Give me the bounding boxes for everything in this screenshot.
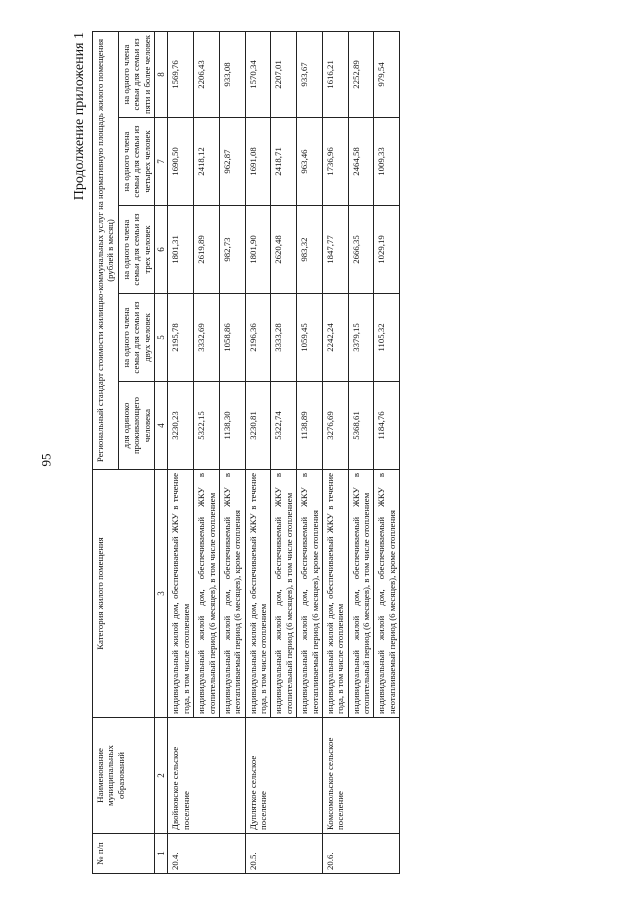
housing-category: индивидуальный жилой дом, обеспечиваемый ЖКУ в течение года, в том числе отоплением [245,470,271,718]
table-body [168,31,400,873]
rotated-page-content [70,28,640,878]
cost-value: 1616,21 [322,31,348,117]
page-number: 95 [38,453,54,467]
municipality-name: Комсомольское сельское поселение [322,718,399,834]
housing-category: индивидуальный жилой дом, обеспечиваемый ЖКУ в неотапливаемый период (6 месяцев), кроме отопления [219,470,245,718]
cost-value: 1801,31 [168,206,194,294]
housing-category: индивидуальный жилой дом, обеспечиваемый ЖКУ в отопительный период (6 месяцев), в том числе отоплением [348,470,374,718]
cost-value: 1009,33 [374,118,400,206]
cost-value: 1138,30 [219,382,245,470]
header-standard: Региональный стандарт стоимости жилищно-коммунальных услуг на нормативную площадь жилого помещения (рублей в месяц) [93,31,119,469]
cost-value: 1847,77 [322,206,348,294]
header-subcol: для одиноко проживающего человека [118,382,154,470]
cost-value: 1690,50 [168,118,194,206]
column-index-row [154,31,168,873]
header-municipality: Наименование муниципальных образований [93,718,155,834]
header-subcol: на одного члена семьи для семьи из пяти и более человек [118,31,154,117]
cost-value: 2418,12 [194,118,220,206]
municipality-name: Дупляткое сельское поселение [245,718,322,834]
column-index: 8 [154,31,168,117]
cost-value: 962,87 [219,118,245,206]
cost-value: 1569,76 [168,31,194,117]
cost-value: 1570,34 [245,31,271,117]
table-row [168,31,194,873]
cost-value: 979,54 [374,31,400,117]
column-index: 6 [154,206,168,294]
table-row [322,31,348,873]
cost-value: 1184,76 [374,382,400,470]
housing-category: индивидуальный жилой дом, обеспечиваемый ЖКУ в неотапливаемый период (6 месяцев), кроме отопления [374,470,400,718]
cost-value: 1059,45 [297,294,323,382]
cost-value: 1736,96 [322,118,348,206]
cost-value: 2418,71 [271,118,297,206]
column-index: 7 [154,118,168,206]
cost-value: 2242,24 [322,294,348,382]
housing-category: индивидуальный жилой дом, обеспечиваемый ЖКУ в течение года, в том числе отоплением [168,470,194,718]
column-index: 3 [154,470,168,718]
cost-value: 963,46 [297,118,323,206]
cost-value: 2252,89 [348,31,374,117]
housing-category: индивидуальный жилой дом, обеспечиваемый ЖКУ в течение года, в том числе отоплением [322,470,348,718]
cost-value: 1801,90 [245,206,271,294]
cost-value: 2619,89 [194,206,220,294]
cost-value: 2207,01 [271,31,297,117]
column-index: 4 [154,382,168,470]
cost-value: 1105,32 [374,294,400,382]
cost-value: 2195,78 [168,294,194,382]
cost-value: 2620,48 [271,206,297,294]
cost-value: 3230,81 [245,382,271,470]
cost-value: 2196,36 [245,294,271,382]
cost-value: 5322,15 [194,382,220,470]
cost-value: 983,32 [297,206,323,294]
cost-value: 2464,58 [348,118,374,206]
cost-value: 933,08 [219,31,245,117]
header-row [93,31,119,873]
housing-cost-standard-table [92,31,400,874]
cost-value: 3276,69 [322,382,348,470]
row-number: 20.4. [168,834,245,874]
row-number: 20.5. [245,834,322,874]
table-row [245,31,271,873]
municipality-name: Двойновское сельское поселение [168,718,245,834]
housing-category: индивидуальный жилой дом, обеспечиваемый ЖКУ в неотапливаемый период (6 месяцев), кроме отопления [297,470,323,718]
cost-value: 3332,69 [194,294,220,382]
cost-value: 2206,43 [194,31,220,117]
column-index: 2 [154,718,168,834]
cost-value: 5368,61 [348,382,374,470]
header-subcol: на одного члена семьи для семьи из трех человек [118,206,154,294]
cost-value: 1029,19 [374,206,400,294]
cost-value: 982,73 [219,206,245,294]
cost-value: 3230,23 [168,382,194,470]
cost-value: 1691,08 [245,118,271,206]
cost-value: 1058,86 [219,294,245,382]
column-index: 1 [154,834,168,874]
row-number: 20.6. [322,834,399,874]
housing-category: индивидуальный жилой дом, обеспечиваемый ЖКУ в отопительный период (6 месяцев), в том числе отоплением [271,470,297,718]
column-index: 5 [154,294,168,382]
header-number: № п/п [93,834,155,874]
header-subcol: на одного члена семьи для семьи из четырех человек [118,118,154,206]
cost-value: 933,67 [297,31,323,117]
header-subcol: на одного члена семьи для семьи из двух человек [118,294,154,382]
housing-category: индивидуальный жилой дом, обеспечиваемый ЖКУ в отопительный период (6 месяцев), в том числе отоплением [194,470,220,718]
header-category: Категория жилого помещения [93,470,155,718]
cost-value: 5322,74 [271,382,297,470]
cost-value: 2666,35 [348,206,374,294]
cost-value: 1138,89 [297,382,323,470]
cost-value: 3333,28 [271,294,297,382]
cost-value: 3379,15 [348,294,374,382]
appendix-title: Продолжение приложения 1 [72,32,87,201]
